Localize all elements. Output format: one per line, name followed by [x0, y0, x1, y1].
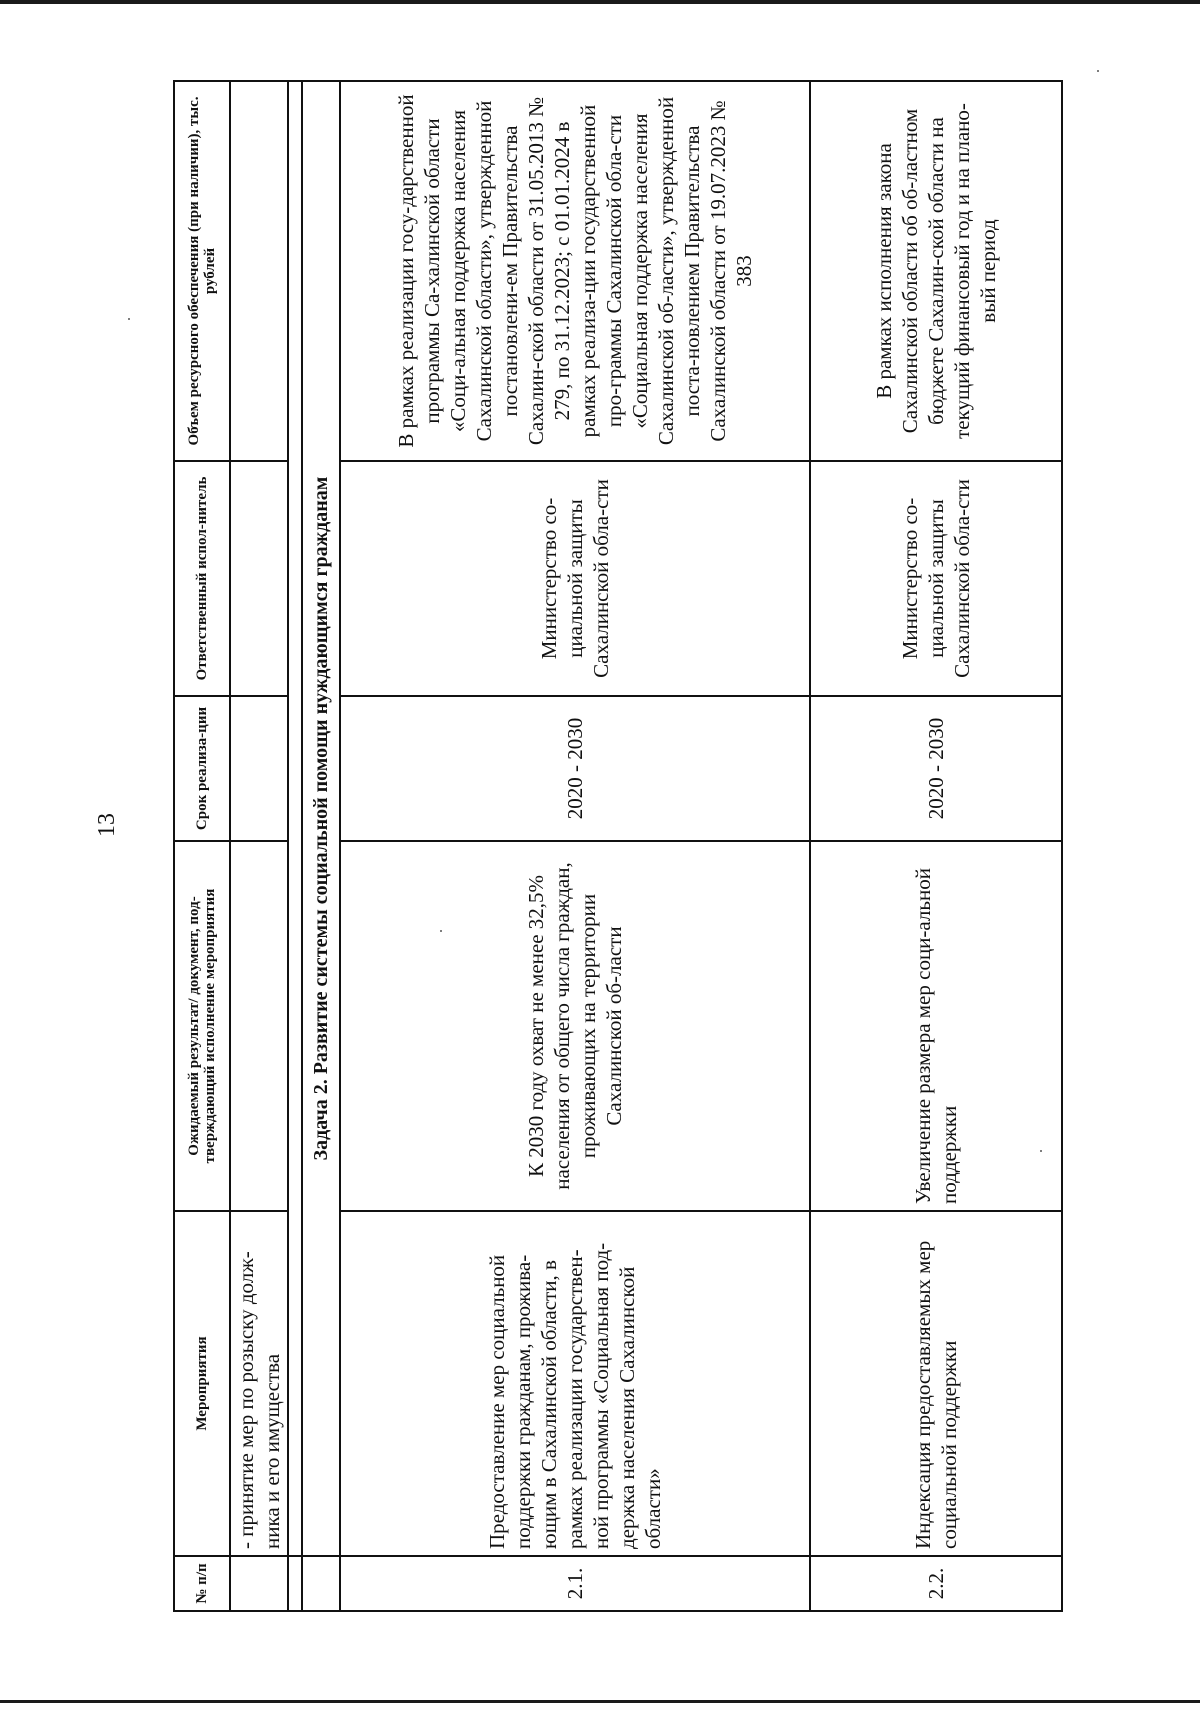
cell-term: 2020 - 2030: [340, 696, 810, 841]
header-funding: Объем ресурсного обеспечения (при наличии), тыс. рублей: [174, 81, 230, 461]
cell-num: [230, 1556, 288, 1611]
cell-spacer: [288, 1556, 302, 1611]
cell-spacer: [302, 1556, 340, 1611]
cell-spacer: [288, 81, 302, 1556]
cell-term: [230, 696, 288, 841]
cell-executor: Министерство со-циальной защиты Сахалинской обла-сти: [340, 461, 810, 696]
cell-result: Увеличение размера мер соци-альной поддержки: [810, 841, 1062, 1211]
cell-executor: [230, 461, 288, 696]
cell-funding: [230, 81, 288, 461]
cell-result: [230, 841, 288, 1211]
cell-result: К 2030 году охват не менее 32,5% населения от общего числа граждан, проживающих на территории Сахалинской об-ласти: [340, 841, 810, 1211]
page-number: 13: [94, 813, 120, 837]
table-row: [340, 81, 810, 1611]
cell-num: 2.2.: [810, 1556, 1062, 1611]
rotated-table-container: [173, 82, 1063, 1612]
cell-term: 2020 - 2030: [810, 696, 1062, 841]
cell-funding: В рамках реализации госу-дарственной программы Са-халинской области «Соци-альная поддержка населения Сахалинской области», утвержденной постановлени-ем Правительства Сахалин-ской области от 31.05.2013 № 279, по 31.12.2023; с 01.01.2024 в рамках реализа-ции государственной про-граммы Сахалинской обла-сти «Социальная поддержка населения Сахалинской об-ласти», утвержденной поста-новлением Правительства Сахалинской области от 19.07.2023 № 383: [340, 81, 810, 461]
header-term: Срок реализа-ции: [174, 696, 230, 841]
table-row: [810, 81, 1062, 1611]
header-activity: Мероприятия: [174, 1211, 230, 1556]
cell-funding: В рамках исполнения закона Сахалинской области об об-ластном бюджете Сахалин-ской области на текущий финансовый год и на плано-вый период: [810, 81, 1062, 461]
scan-speck: [128, 318, 130, 320]
task-heading: Задача 2. Развитие системы социальной помощи нуждающимся гражданам: [302, 81, 340, 1556]
header-num: № п/п: [174, 1556, 230, 1611]
table-row: [230, 81, 288, 1611]
scan-edge-bottom: [0, 1700, 1200, 1703]
cell-executor: Министерство со-циальной защиты Сахалинской обла-сти: [810, 461, 1062, 696]
measures-table: [173, 80, 1063, 1612]
header-result: Ожидаемый результат/ документ, под-тверждающий исполнение мероприятия: [174, 841, 230, 1211]
cell-activity: - принятие мер по розыску долж-ника и его имущества: [230, 1211, 288, 1556]
table-spacer-row: [288, 81, 302, 1611]
task-heading-row: [302, 81, 340, 1611]
scan-edge-top: [0, 0, 1200, 4]
cell-activity: Предоставление мер социальной поддержки гражданам, прожива-ющим в Сахалинской области, в рамках реализации государствен-ной программы «Социальная под-держка населения Сахалинской области»: [340, 1211, 810, 1556]
table-header-row: [174, 81, 230, 1611]
header-executor: Ответственный испол-нитель: [174, 461, 230, 696]
cell-activity: Индексация предоставляемых мер социальной поддержки: [810, 1211, 1062, 1556]
scan-speck: [1097, 70, 1099, 72]
cell-num: 2.1.: [340, 1556, 810, 1611]
